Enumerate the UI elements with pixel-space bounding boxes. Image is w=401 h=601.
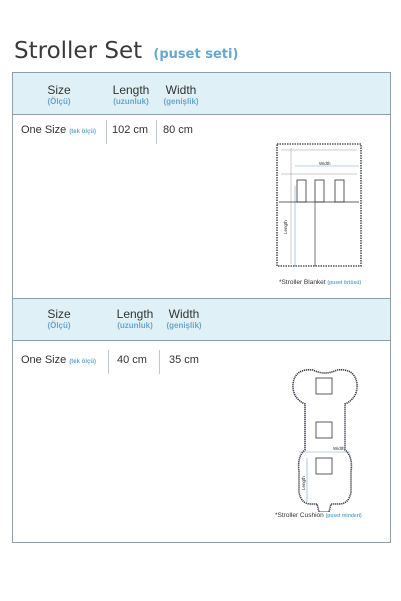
header-width-tr: (genişlik) xyxy=(163,97,199,106)
width-value: 35 cm xyxy=(169,354,199,366)
cushion-caption-main: *Stroller Cushion xyxy=(275,512,324,519)
cushion-size-row xyxy=(21,354,96,366)
blanket-caption xyxy=(279,279,361,286)
header-length-label: Length xyxy=(112,83,150,97)
blanket-table-header xyxy=(13,72,390,115)
blanket-caption-tr: (puset örtüsü) xyxy=(327,280,362,286)
header-size-tr: (Ölçü) xyxy=(47,97,71,106)
page-title xyxy=(14,38,238,64)
header-size-label: Size xyxy=(47,307,71,321)
title-main: Stroller Set xyxy=(14,38,143,64)
divider xyxy=(108,350,109,374)
divider xyxy=(106,120,107,144)
cushion-caption-tr: (puset minderi) xyxy=(325,513,362,519)
size-value-tr: (tek ölçü) xyxy=(69,129,96,135)
cushion-caption xyxy=(275,512,362,519)
size-value-tr: (tek ölçü) xyxy=(69,359,96,365)
header-length-tr: (uzunluk) xyxy=(117,321,153,330)
header-width xyxy=(161,307,207,330)
header-length-tr: (uzunluk) xyxy=(113,97,149,106)
header-width-label: Width xyxy=(168,307,200,321)
title-subtitle: (puset seti) xyxy=(153,47,239,62)
blanket-size-panel xyxy=(12,72,391,299)
size-value: One Size xyxy=(21,354,67,366)
header-size xyxy=(29,307,89,330)
cushion-diagram xyxy=(283,364,373,512)
header-length xyxy=(105,83,157,106)
cushion-width-label: Width xyxy=(333,446,345,451)
header-width-label: Width xyxy=(165,83,197,97)
blanket-caption-main: *Stroller Blanket xyxy=(279,279,326,286)
header-size xyxy=(29,83,89,106)
blanket-size-row xyxy=(21,124,96,136)
cushion-size-panel xyxy=(12,298,391,543)
divider xyxy=(159,350,160,374)
size-value: One Size xyxy=(21,124,67,136)
width-value: 80 cm xyxy=(163,124,193,136)
header-size-tr: (Ölçü) xyxy=(47,321,71,330)
header-length xyxy=(109,307,161,330)
header-length-label: Length xyxy=(116,307,154,321)
blanket-diagram xyxy=(275,142,375,272)
length-value: 40 cm xyxy=(117,354,147,366)
header-width-tr: (genişlik) xyxy=(166,321,202,330)
divider xyxy=(156,120,157,144)
header-size-label: Size xyxy=(47,83,71,97)
length-value: 102 cm xyxy=(112,124,149,136)
blanket-length-label: Length xyxy=(283,220,288,234)
cushion-length-label: Length xyxy=(301,476,306,490)
cushion-table-header xyxy=(13,298,390,341)
blanket-width-label: Width xyxy=(319,161,331,166)
header-width xyxy=(159,83,203,106)
